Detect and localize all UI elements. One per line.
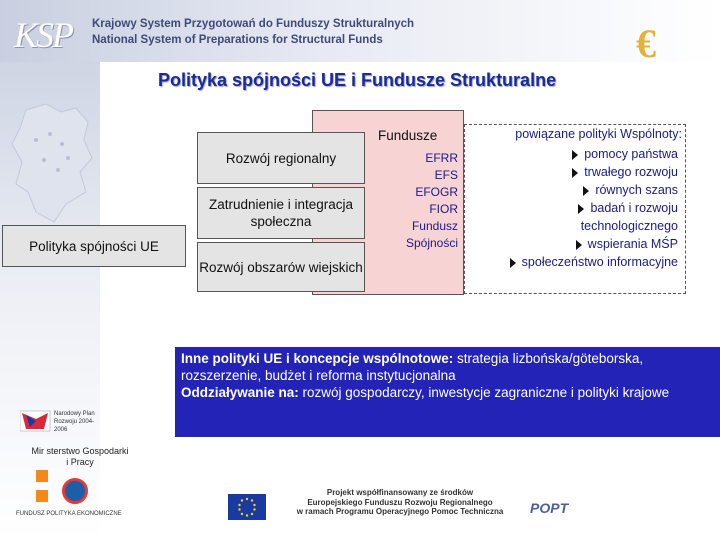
funds-heading: Fundusze [378,128,438,143]
policy-box-rural: Rozwój obszarów wiejskich [197,242,365,292]
npr-logo-text: Narodowy Plan Rozwoju 2004-2006 [54,411,95,433]
bullet-arrow-icon [576,240,582,250]
fund-item: EFRR [425,151,458,165]
policy-box-employment: Zatrudnienie i integracja społeczna [197,187,365,239]
euro-icon: € [636,21,656,66]
fund-item: Fundusz [411,219,458,233]
europe-map-icon [6,100,98,230]
bullet-arrow-icon [583,186,589,196]
ksp-logo: KSP [14,15,73,55]
eu-flag-icon [228,494,266,520]
other-policies-text: Inne polityki UE i koncepcje wspólnotowe: strategia lizbońska/göteborska, rozszerzenie, budżet i reforma instytucjonalna Oddziaływanie na: rozwój gospodarczy, inwestycje zagraniczne i polityki krajowe [181,351,670,400]
related-policies-list [468,145,678,271]
ministry-logo-square-icon [36,470,48,482]
fund-item: FIOR [429,202,458,216]
list-item: badań i rozwoju [468,199,678,217]
list-item: wspierania MŚP [468,235,678,253]
popt-logo: POPT [530,500,569,516]
bullet-arrow-icon [572,168,578,178]
cohesion-policy-box: Polityka spójności UE [2,225,186,267]
efs-logo-text: FUNDUSZ POLITYKA EKONOMICZNE [16,511,122,517]
fund-item: Spójności [405,236,458,250]
fund-item: EFS [434,168,458,182]
ministry-logo-text: Mir sterstwo Gospodarki i Pracy [31,446,129,467]
ministry-logo-square-icon [36,490,48,502]
header-title-pl: Krajowy System Przygotowań do Funduszy Strukturalnych [92,18,415,30]
impact-label: Oddziaływanie na: [181,385,299,400]
list-item: trwałego rozwoju [468,163,678,181]
bullet-arrow-icon [572,150,578,160]
page-title: Polityka spójności UE i Fundusze Strukturalne [158,70,557,90]
header-title-en: National System of Preparations for Structural Funds [92,34,383,46]
efs-logo-icon [62,478,88,504]
list-item: społeczeństwo informacyjne [468,253,678,271]
header-banner [0,0,720,66]
policy-box-regional: Rozwój regionalny [197,132,365,184]
related-policies-heading: powiązane polityki Wspólnoty: [515,127,682,141]
list-item: pomocy państwa [468,145,678,163]
list-item: równych szans [468,181,678,199]
bullet-arrow-icon [578,204,584,214]
bullet-arrow-icon [510,258,516,268]
list-item: technologicznego [580,219,678,233]
cofinancing-note: Projekt współfinansowany ze środków Europejskiego Funduszu Rozwoju Regionalnego w ramach Programu Operacyjnego Pomoc Techniczna [296,488,504,516]
fund-item: EFOGR [415,185,458,199]
funds-list [370,150,458,252]
other-policies-label: Inne polityki UE i koncepcje wspólnotowe: [181,351,454,366]
